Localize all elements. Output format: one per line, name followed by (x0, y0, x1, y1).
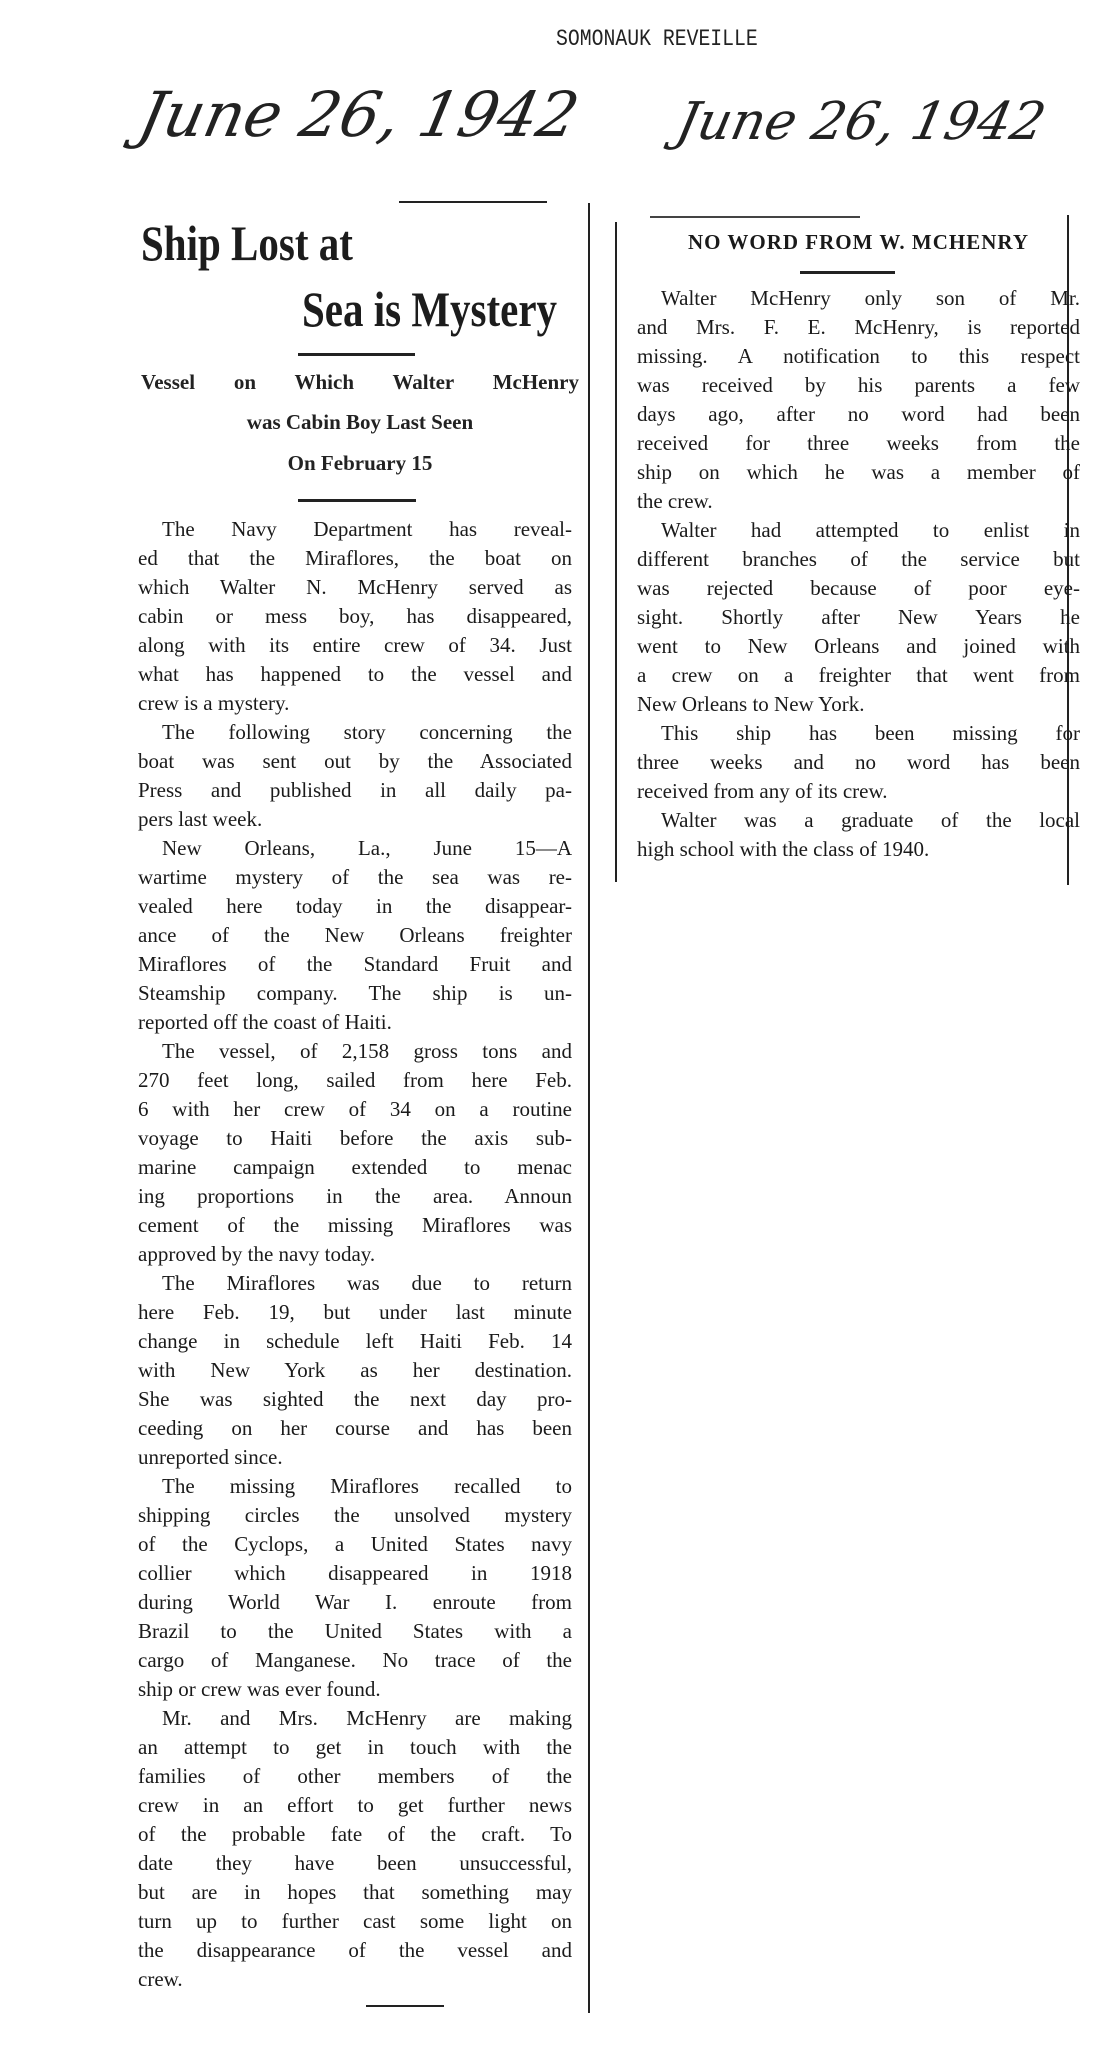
text-line: wartime mystery of the sea was re- (138, 865, 572, 889)
end-rule (366, 2005, 444, 2007)
text-line: crew is a mystery. (138, 691, 290, 715)
text-line: ing proportions in the area. Announ (138, 1184, 572, 1208)
subhead-rule (298, 499, 416, 502)
paragraph (138, 1269, 572, 1472)
subhead-line: Vessel on Which Walter McHenry (141, 370, 579, 394)
text-line: a crew on a freighter that went from (637, 663, 1080, 687)
text-line: Steamship company. The ship is un- (138, 981, 572, 1005)
text-line: along with its entire crew of 34. Just (138, 633, 572, 657)
newspaper-masthead: SOMONAUK REVEILLE (556, 26, 758, 52)
text-line: The missing Miraflores recalled to (162, 1474, 572, 1498)
subhead-line: was Cabin Boy Last Seen (246, 410, 474, 434)
text-line: with New York as her destination. (138, 1358, 572, 1382)
text-line: Walter McHenry only son of Mr. (661, 286, 1080, 310)
text-line: pers last week. (138, 807, 263, 831)
text-line: Walter was a graduate of the local (661, 808, 1080, 832)
text-line: voyage to Haiti before the axis sub- (138, 1126, 572, 1150)
text-line: went to New Orleans and joined with (637, 634, 1080, 658)
handwritten-date-right: June 26, 1942 (671, 92, 1051, 152)
text-line: families of other members of the (138, 1764, 572, 1788)
text-line: date they have been unsuccessful, (138, 1851, 572, 1875)
paragraph (637, 719, 1080, 806)
text-line: This ship has been missing for (661, 721, 1080, 745)
text-line: here Feb. 19, but under last minute (138, 1300, 572, 1324)
text-line: Miraflores of the Standard Fruit and (138, 952, 572, 976)
column-divider (588, 203, 590, 2013)
text-line: The Navy Department has reveal- (162, 517, 572, 541)
text-line: high school with the class of 1940. (637, 837, 930, 861)
text-line: crew in an effort to get further news (138, 1793, 572, 1817)
text-line: change in schedule left Haiti Feb. 14 (138, 1329, 572, 1353)
paragraph (138, 515, 572, 718)
text-line: reported off the coast of Haiti. (138, 1010, 392, 1034)
text-line: received for three weeks from the (637, 431, 1080, 455)
paragraph (637, 284, 1080, 516)
text-line: cement of the missing Miraflores was (138, 1213, 572, 1237)
paragraph (138, 718, 572, 834)
right-article-body (637, 284, 1080, 864)
box-top-rule (650, 216, 860, 218)
text-line: of the Cyclops, a United States navy (138, 1532, 572, 1556)
text-line: New Orleans to New York. (637, 692, 865, 716)
paragraph (138, 1037, 572, 1269)
paragraph (138, 1472, 572, 1704)
paragraph (637, 806, 1080, 864)
text-line: The Miraflores was due to return (162, 1271, 572, 1295)
text-line: 6 with her crew of 34 on a routine (138, 1097, 572, 1121)
text-line: was rejected because of poor eye- (637, 576, 1080, 600)
text-line: which Walter N. McHenry served as (138, 575, 572, 599)
text-line: turn up to further cast some light on (138, 1909, 572, 1933)
text-line: boat was sent out by the Associated (138, 749, 572, 773)
text-line: Walter had attempted to enlist in (661, 518, 1080, 542)
text-line: received from any of its crew. (637, 779, 888, 803)
text-line: Press and published in all daily pa- (138, 778, 572, 802)
text-line: 270 feet long, sailed from here Feb. (138, 1068, 572, 1092)
text-line: cargo of Manganese. No trace of the (138, 1648, 572, 1672)
text-line: marine campaign extended to menac (138, 1155, 572, 1179)
text-line: cabin or mess boy, has disappeared, (138, 604, 572, 628)
text-line: during World War I. enroute from (138, 1590, 572, 1614)
handwritten-date-left: June 26, 1942 (132, 78, 586, 151)
text-line: what has happened to the vessel and (138, 662, 572, 686)
text-line: ceeding on her course and has been (138, 1416, 572, 1440)
text-line: was received by his parents a few (637, 373, 1080, 397)
text-line: The following story concerning the (162, 720, 572, 744)
box-border-left (615, 222, 617, 882)
text-line: New Orleans, La., June 15—A (162, 836, 572, 860)
text-line: shipping circles the unsolved mystery (138, 1503, 572, 1527)
text-line: of the probable fate of the craft. To (138, 1822, 572, 1846)
text-line: three weeks and no word has been (637, 750, 1080, 774)
text-line: ship or crew was ever found. (138, 1677, 381, 1701)
right-headline: NO WORD FROM W. MCHENRY (688, 230, 1029, 254)
text-line: vealed here today in the disappear- (138, 894, 572, 918)
text-line: Mr. and Mrs. McHenry are making (162, 1706, 572, 1730)
text-line: an attempt to get in touch with the (138, 1735, 572, 1759)
text-line: She was sighted the next day pro- (138, 1387, 572, 1411)
paragraph (637, 516, 1080, 719)
text-line: days ago, after no word had been (637, 402, 1080, 426)
text-line: ed that the Miraflores, the boat on (138, 546, 572, 570)
top-rule-left (399, 201, 547, 203)
subhead-line: On February 15 (287, 451, 433, 475)
text-line: crew. (138, 1967, 183, 1991)
paragraph (138, 834, 572, 1037)
text-line: the crew. (637, 489, 713, 513)
text-line: ship on which he was a member of (637, 460, 1080, 484)
headline-line-1: Ship Lost at (141, 215, 353, 271)
text-line: but are in hopes that something may (138, 1880, 572, 1904)
text-line: sight. Shortly after New Years he (637, 605, 1080, 629)
text-line: and Mrs. F. E. McHenry, is reported (637, 315, 1080, 339)
left-article-body (138, 515, 572, 1994)
text-line: collier which disappeared in 1918 (138, 1561, 572, 1585)
text-line: different branches of the service but (637, 547, 1080, 571)
text-line: ance of the New Orleans freighter (138, 923, 572, 947)
right-headline-rule (800, 271, 895, 274)
text-line: Brazil to the United States with a (138, 1619, 572, 1643)
text-line: missing. A notification to this respect (637, 344, 1080, 368)
text-line: approved by the navy today. (138, 1242, 376, 1266)
text-line: unreported since. (138, 1445, 283, 1469)
headline-line-2: Sea is Mystery (302, 281, 558, 337)
text-line: The vessel, of 2,158 gross tons and (162, 1039, 572, 1063)
paragraph (138, 1704, 572, 1994)
headline-rule (298, 353, 415, 356)
text-line: the disappearance of the vessel and (138, 1938, 572, 1962)
